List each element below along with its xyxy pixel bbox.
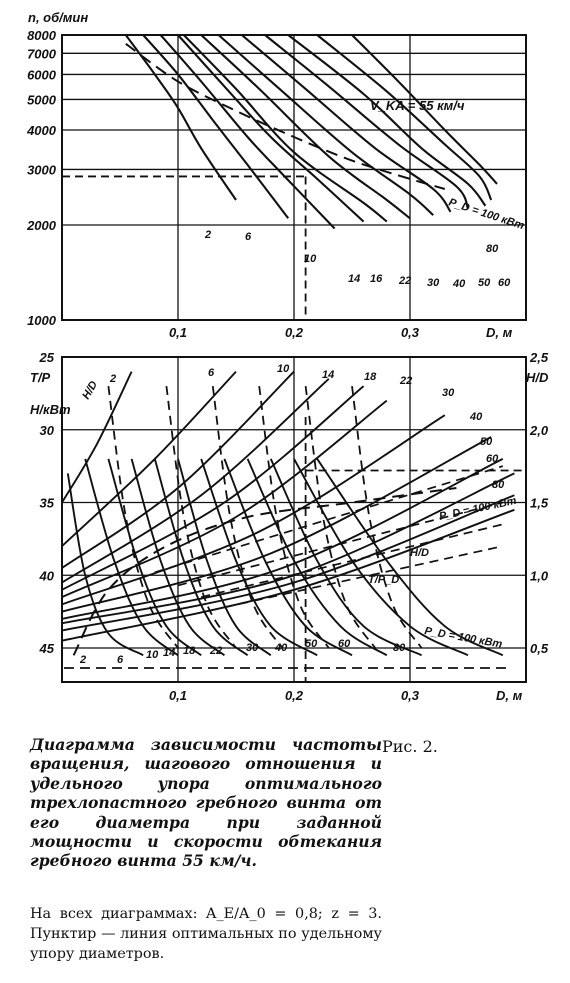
bottom-pitch-curve bbox=[62, 386, 364, 590]
top-power-curve bbox=[161, 35, 335, 229]
top-y-tick-label: 2000 bbox=[27, 218, 56, 233]
top-optimal-dashed-line bbox=[126, 44, 445, 189]
bottom-bottom-curve-label: 22 bbox=[210, 645, 223, 657]
bottom-right-axis-label: H/D bbox=[526, 370, 549, 385]
top-x-tick-label: 0,1 bbox=[168, 325, 188, 340]
bottom-bottom-curve-label: 14 bbox=[163, 647, 176, 659]
bottom-bottom-curve-label: 18 bbox=[183, 645, 196, 657]
bottom-left-tick-label: 40 bbox=[39, 568, 54, 584]
bottom-top-curve-label: 22 bbox=[400, 375, 413, 387]
caption-note: На всех диаграммах: A_E/A_0 = 0,8; z = 3. Пунктир — линия оптимальных по удельному упору диаметров. bbox=[30, 906, 382, 962]
top-y-tick-label: 8000 bbox=[27, 28, 56, 43]
top-curve-label: 16 bbox=[370, 273, 383, 285]
bottom-thrust-curve bbox=[294, 459, 468, 655]
top-x-axis-label: D, м bbox=[486, 325, 513, 340]
bottom-right-tick-label: 2,0 bbox=[530, 422, 549, 438]
bottom-top-curve-label: 14 bbox=[322, 369, 335, 381]
top-y-axis-label: n, об/мин bbox=[28, 10, 89, 25]
bottom-left-axis-label: T/P bbox=[30, 370, 51, 385]
bottom-dashed-thrust-curve bbox=[306, 386, 376, 648]
figure-label: Рис. 2. bbox=[382, 737, 438, 756]
top-y-tick-label: 3000 bbox=[27, 162, 56, 178]
top-curve-label: 80 bbox=[486, 243, 499, 255]
bottom-top-curve-label: 60 bbox=[486, 453, 499, 465]
top-x-tick-label: 0,3 bbox=[400, 325, 420, 340]
bottom-top-curve-label: 6 bbox=[208, 367, 215, 379]
bottom-bottom-curve-label: 2 bbox=[80, 654, 87, 666]
bottom-right-tick-label: 0,5 bbox=[530, 641, 549, 656]
bottom-x-axis-label: D, м bbox=[496, 688, 523, 703]
bottom-bottom-curve-label: P_D = 100 кВт bbox=[423, 625, 504, 651]
bottom-left-axis-unit: Н/кВт bbox=[30, 402, 71, 417]
top-curve-label: 10 bbox=[304, 253, 317, 265]
top-curve-label: 2 bbox=[205, 229, 212, 241]
bottom-bottom-curve-label: 10 bbox=[146, 649, 159, 661]
bottom-right-tick-label: 1,0 bbox=[530, 568, 549, 584]
top-x-tick-label: 0,2 bbox=[284, 325, 304, 340]
bottom-bottom-curve-label: 50 bbox=[305, 638, 318, 650]
top-curve-label: 50 bbox=[478, 277, 491, 289]
bottom-dashed-thrust-curve bbox=[352, 386, 422, 648]
top-curve-label: 40 bbox=[453, 278, 466, 290]
top-y-tick-label: 4000 bbox=[27, 123, 56, 138]
top-power-curve bbox=[317, 35, 491, 200]
bottom-top-curve-label: 50 bbox=[480, 436, 493, 448]
bottom-left-tick-label: 45 bbox=[39, 641, 54, 656]
bottom-right-tick-label: 2,5 bbox=[530, 350, 549, 365]
bottom-top-curve-label: H/D bbox=[80, 379, 101, 402]
bottom-top-curve-label: 10 bbox=[277, 363, 290, 375]
top-curve-label: 30 bbox=[427, 277, 440, 289]
bottom-left-tick-label: 35 bbox=[39, 495, 54, 511]
top-power-curve bbox=[126, 35, 236, 200]
bottom-x-tick-label: 0,1 bbox=[168, 688, 188, 703]
bottom-top-curve-label: 30 bbox=[442, 387, 455, 399]
bottom-dashed-pitch-line bbox=[201, 524, 503, 597]
bottom-bottom-curve-label: 80 bbox=[393, 642, 406, 654]
bottom-x-tick-label: 0,2 bbox=[284, 688, 304, 703]
bottom-top-curve-label: 80 bbox=[492, 479, 505, 491]
bottom-bottom-curve-label: T/P_D bbox=[368, 574, 400, 586]
bottom-bottom-curve-label: 40 bbox=[275, 642, 288, 654]
top-curve-label: P_D = 100 кВт bbox=[447, 196, 526, 233]
top-curve-label: 6 bbox=[245, 231, 252, 243]
bottom-top-curve-label: 2 bbox=[110, 373, 117, 385]
top-y-tick-label: 6000 bbox=[27, 67, 56, 83]
top-y-tick-label: 1000 bbox=[27, 313, 56, 328]
top-power-curve bbox=[184, 35, 387, 222]
top-curve-label: 22 bbox=[399, 275, 412, 287]
top-curve-label: 14 bbox=[348, 273, 361, 285]
bottom-top-curve-label: 40 bbox=[470, 411, 483, 423]
top-y-tick-label: 5000 bbox=[27, 92, 56, 108]
bottom-x-tick-label: 0,3 bbox=[400, 688, 420, 703]
bottom-bottom-curve-label: 30 bbox=[246, 642, 259, 654]
bottom-left-tick-label: 25 bbox=[39, 350, 54, 365]
bottom-bottom-curve-label: 60 bbox=[338, 638, 351, 650]
bottom-left-tick-label: 30 bbox=[39, 422, 54, 438]
bottom-right-tick-label: 1,5 bbox=[530, 495, 549, 511]
bottom-top-curve-label: P_D = 100 кВт bbox=[438, 494, 518, 523]
bottom-top-curve-label: 18 bbox=[364, 371, 377, 383]
caption-text: Диаграмма зависимости частоты вращения, шагового отношения и удельного упора оптимального трехлопастного гребного винта от его диаметра при заданной мощности и скорости обтекания гребного винта 55 км/ч. bbox=[30, 735, 382, 871]
top-power-curve bbox=[143, 35, 288, 218]
top-power-curve bbox=[242, 35, 451, 212]
top-y-tick-label: 7000 bbox=[27, 46, 56, 62]
bottom-top-curve-label: H/D bbox=[410, 547, 429, 559]
top-curve-label: 60 bbox=[498, 277, 511, 289]
bottom-bottom-curve-label: 6 bbox=[117, 654, 124, 666]
speed-annotation: V_KA = 55 км/ч bbox=[370, 98, 465, 113]
